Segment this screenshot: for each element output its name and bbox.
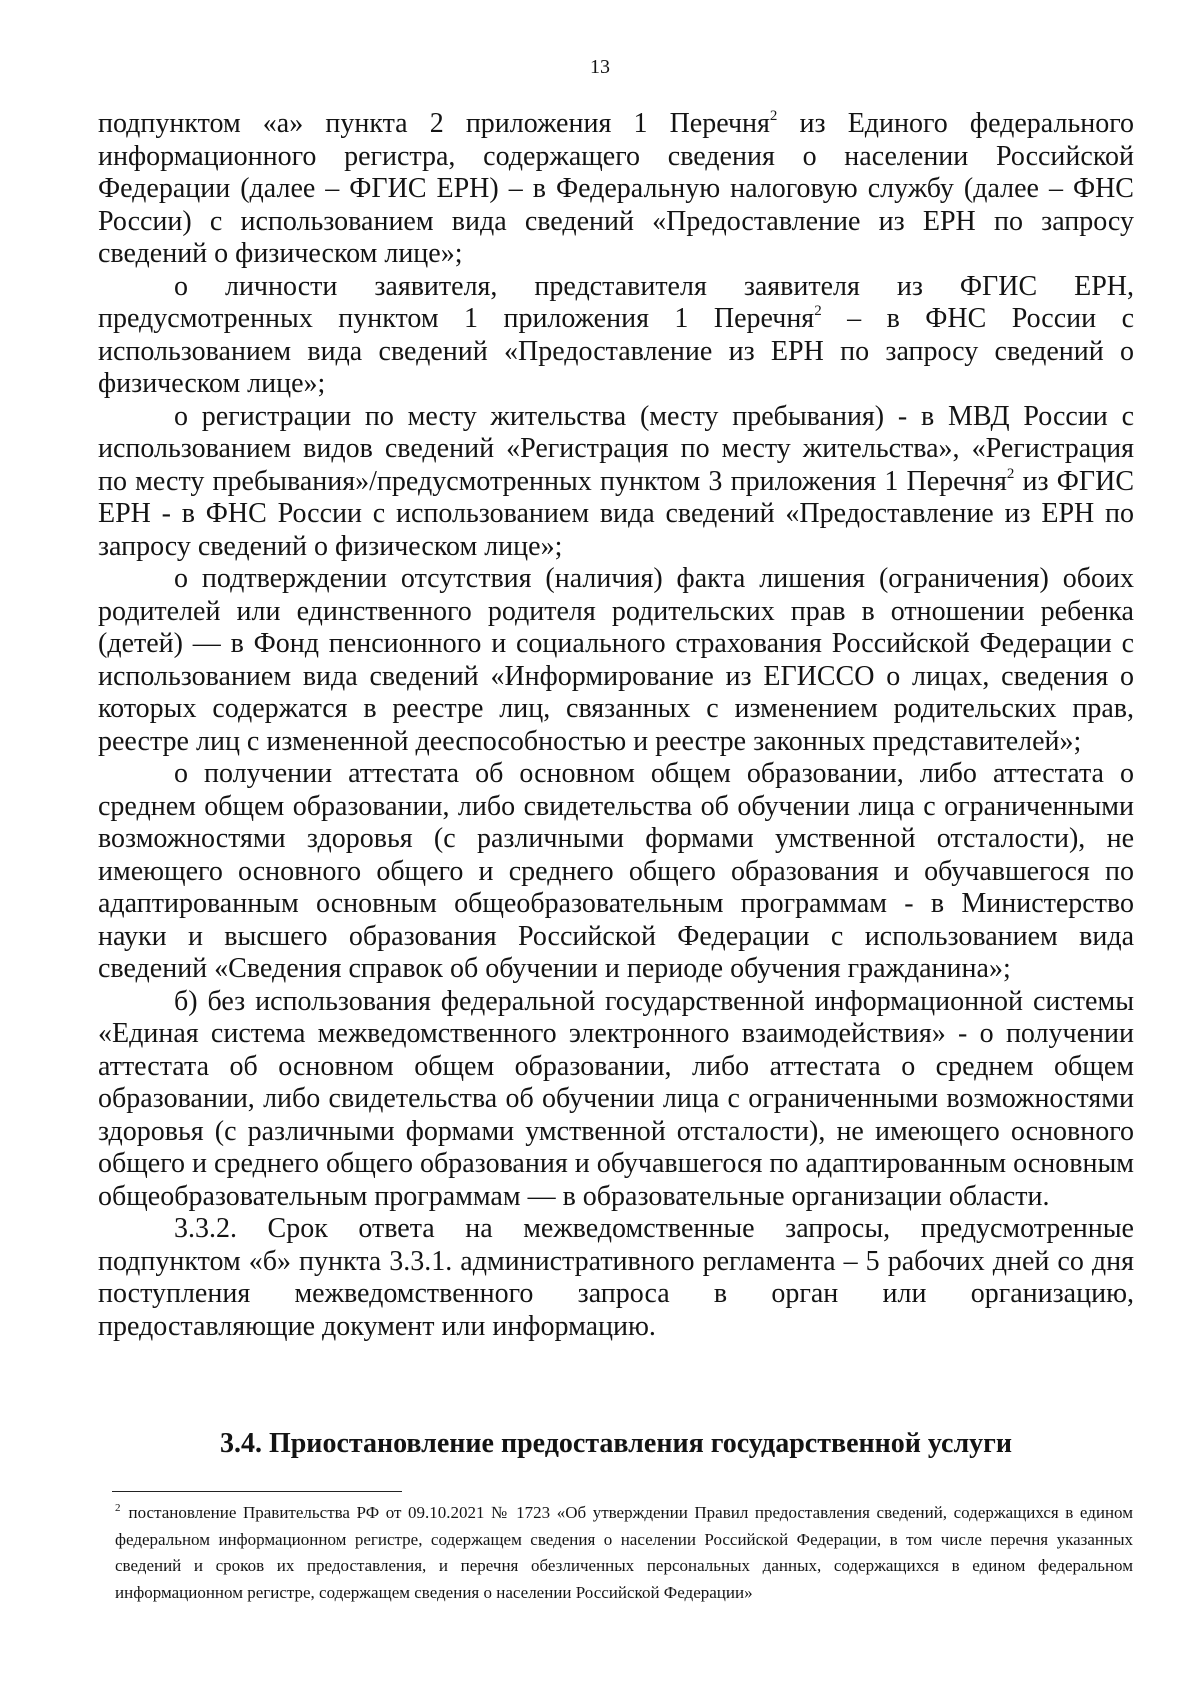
paragraph-3-part-a: о регистрации по месту жительства (месту пребывания) - в МВД России с использованием видов сведений «Регистрация по месту жительства», «Регистрация по месту пребывания»/предусмотренных пунктом 3 приложения 1 Перечня	[98, 400, 1134, 497]
paragraph-3	[98, 401, 1134, 564]
paragraph-6: б) без использования федеральной государственной информационной системы «Единая система межведомственного электронного взаимодействия» - о получении аттестата об основном общем образовании, либо аттестата о среднем общем образовании, либо свидетельства об обучении лица с ограниченными возможностями здоровья (с различными формами умственной отсталости), не имеющего основного общего и среднего общего образования и обучавшегося по адаптированным основным общеобразовательным программам — в образовательные организации области.	[98, 985, 1134, 1212]
paragraph-2	[98, 271, 1134, 401]
footnote-reference: 2	[814, 303, 822, 319]
footnote-reference: 2	[1006, 465, 1015, 482]
footnote-divider	[112, 1491, 402, 1492]
paragraph-1	[98, 108, 1134, 271]
page-number: 13	[590, 56, 610, 78]
footnote-text: постановление Правительства РФ от 09.10.2021 № 1723 «Об утверждении Правил предоставления сведений, содержащихся в едином федеральном информационном регистре, содержащем сведения о населении Российской Федерации, в том числе перечня указанных сведений и сроков их предоставления, и перечня обезличенных персональных данных, содержащихся в едином федеральном информационном регистре, содержащем сведения о населении Российской Федерации»	[115, 1503, 1133, 1602]
footnote	[115, 1500, 1133, 1606]
paragraph-5: о получении аттестата об основном общем образовании, либо аттестата о среднем общем образовании, либо свидетельства об обучении лица с ограниченными возможностями здоровья (с различными формами умственной отсталости), не имеющего основного общего и среднего общего образования и обучавшегося по адаптированным основным общеобразовательным программам - в Министерство науки и высшего образования Российской Федерации с использованием вида сведений «Сведения справок об обучении и периоде обучения гражданина»;	[98, 758, 1134, 984]
paragraph-2-part-b: – в ФНС России с использованием вида сведений «Предоставление из ЕРН по запросу сведений о физическом лице»;	[98, 303, 1134, 399]
footnote-mark: 2	[115, 1502, 121, 1514]
paragraph-7: 3.3.2. Срок ответа на межведомственные запросы, предусмотренные подпунктом «б» пункта 3.3.1. административного регламента – 5 рабочих дней со дня поступления межведомственного запроса в орган или организацию, предоставляющие документ или информацию.	[98, 1213, 1134, 1342]
footnote-reference: 2	[769, 108, 778, 124]
paragraph-1-part-a: подпунктом «а» пункта 2 приложения 1 Перечня	[98, 108, 770, 139]
paragraph-3-part-b: из ФГИС ЕРН - в ФНС России с использованием вида сведений «Предоставление из ЕРН по запросу сведений о физическом лице»;	[98, 465, 1134, 562]
paragraph-2-part-a: о личности заявителя, представителя заявителя из ФГИС ЕРН, предусмотренных пунктом 1 приложения 1 Перечня	[98, 270, 1134, 334]
body-text	[98, 108, 1134, 1343]
paragraph-1-part-b: из Единого федерального информационного регистра, содержащего сведения о населении Российской Федерации (далее – ФГИС ЕРН) – в Федеральную налоговую службу (далее – ФНС России) с использованием вида сведений «Предоставление из ЕРН по запросу сведений о физическом лице»;	[98, 108, 1134, 269]
section-heading: 3.4. Приостановление предоставления государственной услуги	[219, 1428, 1013, 1459]
paragraph-4: о подтверждении отсутствия (наличия) факта лишения (ограничения) обоих родителей или единственного родителя родительских прав в отношении ребенка (детей) — в Фонд пенсионного и социального страхования Российской Федерации с использованием вида сведений «Информирование из ЕГИССО о лицах, сведения о которых содержатся в реестре лиц, связанных с изменением родительских прав, реестре лиц с измененной дееспособностью и реестре законных представителей»;	[98, 563, 1134, 757]
